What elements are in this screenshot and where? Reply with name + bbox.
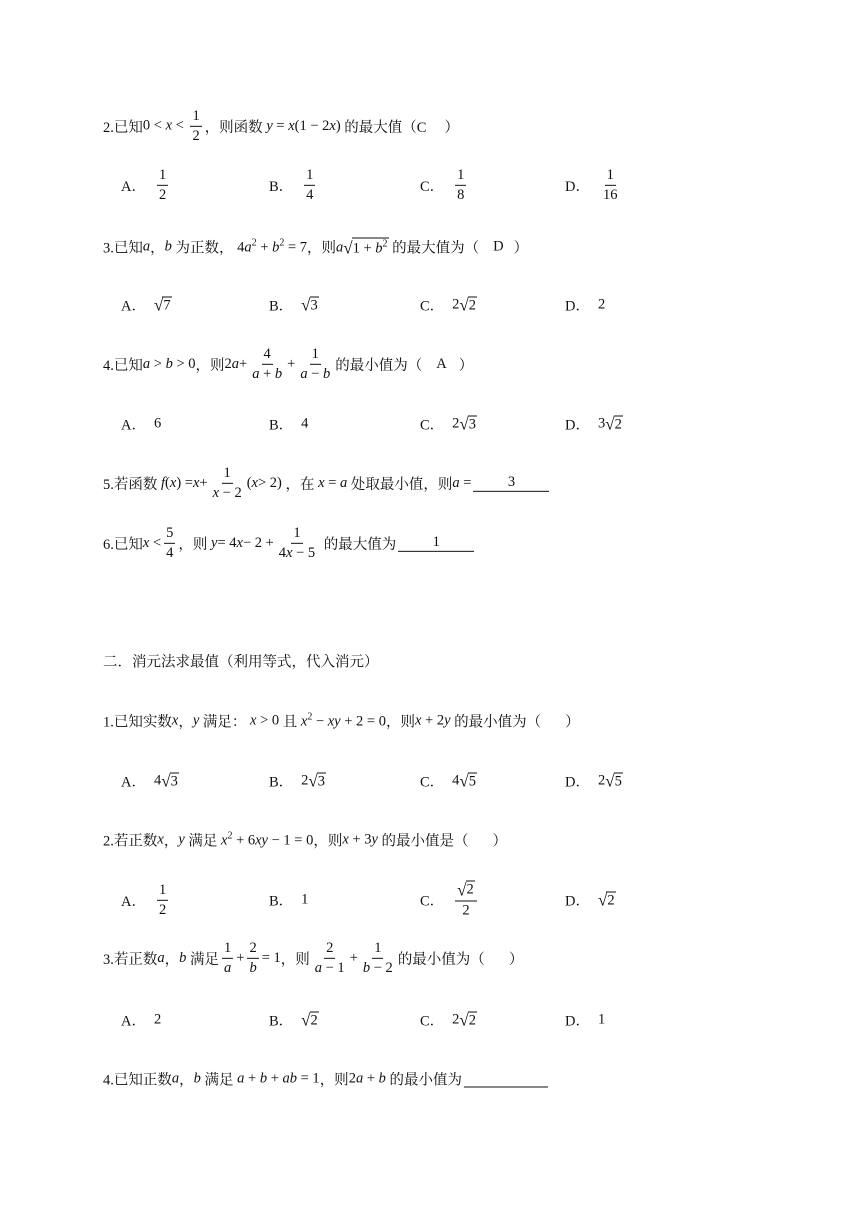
option-value: 3 √ 2 <box>597 414 622 434</box>
option-value: 1 <box>301 891 309 908</box>
section-heading: 二．消元法求最值（利用等式，代入消元） <box>103 654 379 671</box>
q-mid: ， <box>150 240 165 257</box>
q-suffix: 的最小值为（ <box>454 714 542 731</box>
option-c[interactable] <box>420 771 477 792</box>
q-mid: 满足： <box>202 714 247 731</box>
expression-math: x + 3y <box>342 831 378 848</box>
option-label: A． <box>121 298 146 315</box>
q-close: ） <box>492 833 508 850</box>
expression-math: x + 2y <box>414 712 451 729</box>
option-value: 2 <box>153 1011 162 1028</box>
option-b[interactable] <box>269 771 326 792</box>
option-label: D． <box>565 417 590 434</box>
q-mid: ，则 <box>195 357 225 374</box>
q-mid: ，则 <box>319 1072 349 1089</box>
function-math: y = 4 x − 2 + $\frac{1}{4x - 5}$ <box>211 524 316 561</box>
q-mid: ，则函数 <box>204 119 263 136</box>
answer-text: 3 <box>507 474 516 490</box>
question-stem: 2.若正数 x ， y 满足 $x^2 + 6xy - 1 = 0$ ，则 x + 3y 的最小值是（ ） <box>103 830 508 850</box>
q-prefix: 1.已知实数 <box>103 714 172 731</box>
condition-math: $4a^2 + b^2 = 7$ <box>233 237 307 256</box>
q-mid: 满足 <box>204 1072 234 1089</box>
q-mid: ，则 <box>313 833 343 850</box>
question-stem <box>103 346 473 382</box>
equation-math: a + b + ab = 1 <box>237 1070 320 1087</box>
option-b[interactable] <box>269 295 319 316</box>
option-value: √ 3 <box>301 295 318 315</box>
option-label: D． <box>565 298 590 315</box>
option-a[interactable] <box>121 771 179 792</box>
option-label: D． <box>565 178 590 195</box>
option-d[interactable] <box>565 890 616 911</box>
option-label: C． <box>420 298 445 315</box>
option-value: 4 √ 3 <box>153 771 178 791</box>
function-math: y = x(1 − 2x) <box>266 117 345 134</box>
q-suffix: 的最小值为（ <box>335 357 423 374</box>
q-prefix: 4.已知 <box>103 357 143 374</box>
option-label: A． <box>121 417 146 434</box>
q-prefix: 2.若正数 <box>103 833 158 850</box>
option-value: 2 √ 3 <box>301 771 326 791</box>
question-stem <box>103 465 549 501</box>
option-value: $\frac{1}{2}$ <box>158 881 167 918</box>
option-label: A． <box>121 1013 146 1030</box>
option-label: B． <box>269 774 294 791</box>
option-label: A． <box>121 774 146 791</box>
option-label: B． <box>269 178 294 195</box>
option-a[interactable] <box>121 295 172 316</box>
q-mid: ，则 <box>178 536 208 553</box>
equation-math: $\frac{1}{a}$ + $\frac{2}{b}$ = 1 <box>224 939 281 976</box>
q-mid: ，则 <box>385 714 415 731</box>
option-label: A． <box>121 893 146 910</box>
q-prefix: 4.已知正数 <box>103 1072 172 1089</box>
condition-math: x = a <box>318 474 348 491</box>
option-value: 4 <box>301 415 309 432</box>
option-a[interactable] <box>121 414 161 435</box>
option-value: $\frac{1}{16}$ <box>602 166 618 203</box>
option-value: 6 <box>153 415 162 432</box>
q-mid: 满足 <box>188 833 218 850</box>
option-value: $\frac{1}{8}$ <box>457 166 465 203</box>
option-label: D． <box>565 893 590 910</box>
option-value: 2 √ 2 <box>452 1010 477 1030</box>
option-c[interactable] <box>420 1010 477 1031</box>
option-c[interactable] <box>420 167 469 203</box>
option-a[interactable] <box>121 1010 161 1031</box>
question-stem <box>103 525 474 561</box>
function-math: f ( x ) = x + $\frac{1}{x - 2}$ ( x > 2) <box>161 464 286 501</box>
option-label: C． <box>420 417 445 434</box>
q-prefix: 2.已知 <box>103 119 143 136</box>
q-close: ） <box>565 714 580 731</box>
option-value: √ 7 <box>153 295 171 315</box>
q-mid: 处取最小值，则 <box>350 476 453 493</box>
option-value: 4 √ 5 <box>452 771 477 791</box>
q-close: ） <box>508 951 524 968</box>
q-prefix: 6.已知 <box>103 536 143 553</box>
option-label: C． <box>420 774 445 791</box>
option-value: 1 <box>597 1011 606 1028</box>
q-suffix: 的最大值为 <box>323 536 397 553</box>
q-close: ） <box>513 240 529 257</box>
option-b[interactable] <box>269 1010 319 1031</box>
q-prefix: 3.若正数 <box>103 951 158 968</box>
expression-math: 2a + b <box>348 1070 386 1087</box>
option-d[interactable] <box>565 167 622 203</box>
option-c[interactable] <box>420 880 480 919</box>
answer-blank[interactable] <box>473 474 549 492</box>
q-mid: 且 <box>282 714 298 731</box>
question-stem <box>103 108 459 144</box>
option-label: C． <box>420 1013 445 1030</box>
option-value: 2 √ 5 <box>597 771 622 791</box>
q-suffix: 的最小值是（ <box>381 833 469 850</box>
answer-blank[interactable] <box>398 534 474 552</box>
q-prefix: 3.已知 <box>103 240 143 257</box>
option-value: 2 √ 3 <box>452 414 477 434</box>
expression-math: $\frac{2}{a - 1}$ + $\frac{1}{b - 2}$ <box>314 939 393 976</box>
q-suffix: 的最小值为 <box>389 1072 462 1089</box>
q-mid: ，在 <box>285 476 315 493</box>
option-label: B． <box>269 417 294 434</box>
expression-math: a √ $1 + b^2$ <box>336 238 388 258</box>
option-label: C． <box>420 178 445 195</box>
q-suffix: 的最大值为（ <box>392 240 480 257</box>
option-b[interactable] <box>269 890 308 911</box>
option-a[interactable] <box>121 167 171 203</box>
option-label: D． <box>565 774 590 791</box>
q-suffix: 的最小值为（ <box>397 951 485 968</box>
question-stem: 1.已知实数 x ， y 满足： x > 0 且 $x^2$ − xy + 2 = 0 ，则 x + 2y 的最小值为（ ） <box>103 711 580 731</box>
question-stem: 3.已知 a ， b 为正数， $4a^2 + b^2 = 7$ ，则 a √ $1 + b^2$ 的最大值为（ D ） <box>103 237 529 258</box>
option-value: √ 2 <box>301 1010 318 1030</box>
option-d[interactable] <box>565 1010 605 1031</box>
q-close: ） <box>458 357 474 374</box>
option-value: 2 √ 2 <box>452 295 477 315</box>
q-prefix: 5.若函数 <box>103 476 158 493</box>
option-a[interactable] <box>121 882 171 918</box>
option-label: B． <box>269 1013 294 1030</box>
q-suffix: 的最大值（C <box>344 119 427 136</box>
option-label: A． <box>121 178 146 195</box>
q-mid: 满足 <box>190 951 219 968</box>
option-c[interactable] <box>420 414 477 435</box>
q-mid: ，则 <box>280 951 310 968</box>
option-value: 2 <box>597 296 606 313</box>
q-close: ） <box>444 119 459 136</box>
option-value: $\frac{1}{2}$ <box>158 166 167 203</box>
answer-blank[interactable] <box>464 1071 548 1088</box>
option-value: $\frac{1}{4}$ <box>306 166 314 203</box>
option-value: √ 2 <box>597 890 615 910</box>
q-mid: ， <box>179 1072 194 1089</box>
q-mid: 为正数， <box>175 240 234 257</box>
condition-math: 0 < x < $\frac{1}{2}$ <box>142 107 200 144</box>
q-mid: ， <box>178 714 193 731</box>
option-label: B． <box>269 893 294 910</box>
answer-text: A <box>436 355 447 372</box>
option-label: B． <box>269 298 294 315</box>
option-c[interactable] <box>420 295 477 316</box>
condition-math: x < $\frac{5}{4}$ <box>142 524 174 561</box>
option-b[interactable] <box>269 167 318 203</box>
answer-text: D <box>493 238 504 255</box>
option-label: D． <box>565 1013 590 1030</box>
q-mid: ， <box>163 833 179 850</box>
equation-math: $x^2 + 6xy - 1 = 0$ <box>221 830 314 849</box>
option-b[interactable] <box>269 414 308 435</box>
option-label: C． <box>420 893 445 910</box>
answer-text: 1 <box>432 534 440 550</box>
option-d[interactable] <box>565 414 623 435</box>
variable-math: a = <box>452 474 472 491</box>
expression-math: 2 a + $\frac{4}{a + b}$ + $\frac{1}{a - b}$ <box>224 345 331 382</box>
equation-math: $x^2$ − xy + 2 = 0 <box>300 711 386 730</box>
question-stem: 4.已知正数 a ， b 满足 a + b + ab = 1 ，则 2a + b 的最小值为 <box>103 1069 548 1090</box>
q-mid: ，则 <box>307 240 336 257</box>
condition-math: x > 0 <box>250 712 283 729</box>
q-mid: ， <box>164 951 180 968</box>
condition-math: a > b > 0 <box>142 355 196 372</box>
option-d[interactable] <box>565 771 623 792</box>
option-value: √ 2 2 <box>455 880 477 919</box>
question-stem: 3.若正数 a ， b 满足 $\frac{1}{a}$ + $\frac{2}{b}$ = 1 ，则 $\frac{2}{a - 1}$ + $\frac{1}{b - 2}$ 的最小值为（ ） <box>103 939 524 976</box>
option-d[interactable] <box>565 295 605 316</box>
